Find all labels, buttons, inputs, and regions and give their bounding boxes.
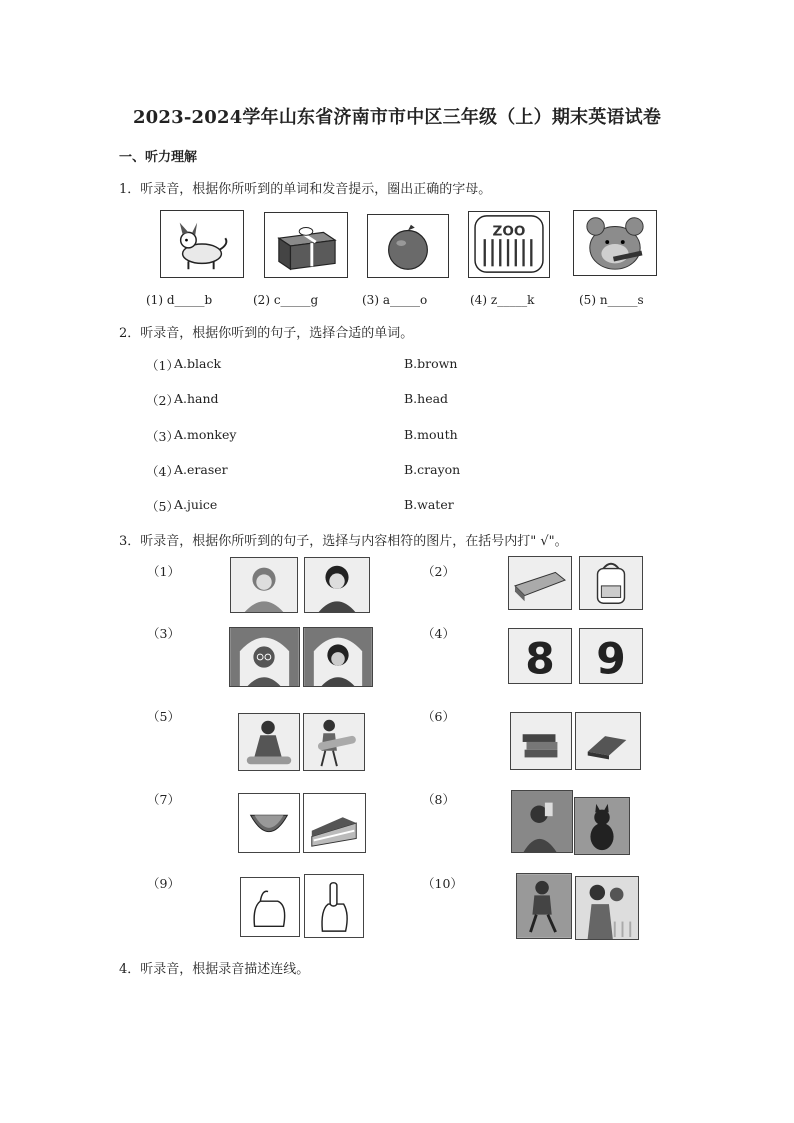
question-1-prompt: 1．听录音，根据你所听到的单词和发音提示，圈出正确的字母。 (119, 182, 492, 197)
zoo-icon (468, 211, 550, 278)
q1-item-2-label: (2) c_____g (253, 293, 319, 307)
hand-gesture-pointing-icon[interactable] (304, 874, 364, 938)
q2-item-3-option-a: A.monkey (174, 427, 237, 442)
open-book-icon[interactable] (575, 712, 641, 770)
hand-gesture-fist-icon[interactable] (240, 877, 300, 937)
child-bending-icon[interactable] (238, 713, 300, 771)
q2-item-1-option-b: B.brown (404, 356, 458, 371)
q2-item-1-number: （1） (146, 358, 179, 373)
q2-item-1-option-a: A.black (174, 356, 222, 371)
q1-item-3-label: (3) a_____o (362, 293, 428, 307)
q3-item-8-label: （8） (422, 792, 455, 807)
page-title: 2023-2024学年山东省济南市市中区三年级（上）期末英语试卷 (132, 107, 662, 128)
number-eight-card[interactable] (508, 628, 572, 684)
question-4-prompt: 4．听录音，根据录音描述连线。 (119, 962, 310, 977)
q3-item-6-label: （6） (422, 709, 455, 724)
backpack-icon[interactable] (579, 556, 643, 610)
q3-item-9-label: （9） (147, 876, 180, 891)
q3-item-10-label: （10） (422, 876, 463, 891)
q2-item-3-option-b: B.mouth (404, 427, 458, 442)
person-waving-icon[interactable] (511, 790, 573, 853)
question-2-prompt: 2．听录音，根据你听到的句子，选择合适的单词。 (119, 326, 414, 341)
q2-item-5-option-a: A.juice (174, 497, 218, 512)
portrait-glasses-icon[interactable] (229, 627, 300, 687)
watermelon-slice-icon[interactable] (238, 793, 300, 853)
q2-item-5-number: （5） (146, 499, 179, 514)
dog-icon (160, 210, 244, 278)
q3-item-4-label: （4） (422, 626, 455, 641)
portrait-girl-icon[interactable] (303, 627, 373, 687)
q2-item-4-option-a: A.eraser (174, 462, 228, 477)
q2-item-2-option-a: A.hand (174, 391, 219, 406)
child-jumping-icon[interactable] (516, 873, 572, 939)
gift-box-icon (264, 212, 348, 278)
q2-item-4-option-b: B.crayon (404, 462, 461, 477)
q3-item-1-label: （1） (147, 564, 180, 579)
q3-item-7-label: （7） (147, 792, 180, 807)
orange-icon (367, 214, 449, 278)
digit-nine: 9 (596, 635, 626, 683)
child-playing-ball-icon[interactable] (575, 876, 639, 940)
q2-item-2-option-b: B.head (404, 391, 449, 406)
cat-silhouette-icon[interactable] (574, 797, 630, 855)
q3-item-5-label: （5） (147, 709, 180, 724)
hamster-icon (573, 210, 657, 276)
child-dancing-icon[interactable] (303, 713, 365, 771)
digit-eight: 8 (525, 635, 555, 683)
stack-of-books-icon[interactable] (510, 712, 572, 770)
q2-item-3-number: （3） (146, 429, 179, 444)
q1-item-5-label: (5) n_____s (579, 293, 644, 307)
number-nine-card[interactable] (579, 628, 643, 684)
girl-brown-hair-icon[interactable] (230, 557, 298, 613)
section-heading: 一、听力理解 (119, 150, 198, 165)
q1-item-1-label: (1) d_____b (146, 293, 213, 307)
girl-black-hair-icon[interactable] (304, 557, 370, 613)
q2-item-2-number: （2） (146, 393, 179, 408)
q2-item-5-option-b: B.water (404, 497, 454, 512)
q3-item-3-label: （3） (147, 626, 180, 641)
q1-item-4-label: (4) z_____k (470, 293, 535, 307)
question-3-prompt: 3．听录音，根据你所听到的句子，选择与内容相符的图片，在括号内打" √"。 (119, 534, 568, 549)
svg-text:ZOO: ZOO (492, 223, 526, 240)
pencil-case-icon[interactable] (508, 556, 572, 610)
cake-slice-icon[interactable] (303, 793, 366, 853)
q2-item-4-number: （4） (146, 464, 179, 479)
q3-item-2-label: （2） (422, 564, 455, 579)
